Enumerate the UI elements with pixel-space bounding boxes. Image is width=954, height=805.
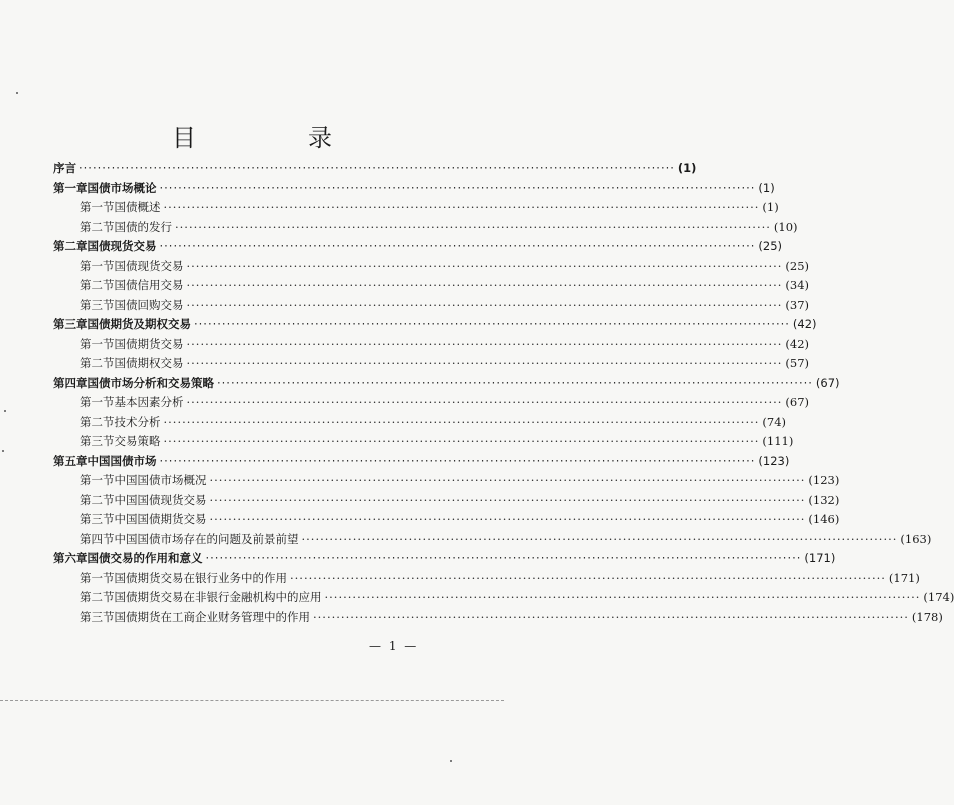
toc-section-entry — [53, 492, 840, 512]
toc-entry-number: 第三节 — [80, 609, 115, 624]
toc-entry-number: 第一节 — [80, 395, 115, 409]
dot-leader — [217, 376, 813, 390]
toc-section-entry — [53, 394, 810, 414]
dot-leader — [164, 200, 760, 214]
toc-entry-number: 第一节 — [80, 258, 115, 273]
toc-chapter-entry — [53, 316, 817, 336]
toc-entry-title: 交易策略 — [114, 434, 161, 448]
toc-entry-number: 第二节 — [80, 590, 115, 604]
toc-entry-title: 序言 — [53, 161, 76, 175]
toc-entry-title: 国债概述 — [114, 200, 161, 214]
toc-entry-title: 国债期货交易在非银行金融机构中的应用 — [114, 590, 322, 604]
toc-entry-title: 国债的发行 — [114, 219, 172, 234]
toc-section-entry — [53, 570, 920, 590]
dot-leader — [210, 512, 806, 526]
page-title: 目 录 — [172, 124, 376, 152]
dot-leader — [194, 317, 790, 331]
dot-leader — [187, 298, 783, 312]
toc-entry-number: 第四章 — [53, 375, 88, 390]
toc-page-number: (74) — [762, 414, 787, 429]
toc-page-number: (163) — [900, 531, 932, 546]
dot-leader — [79, 161, 675, 175]
toc-page-number: (25) — [785, 258, 810, 273]
toc-entry-number: 第四节 — [80, 531, 115, 546]
toc-entry-number: 第三节 — [80, 512, 115, 526]
toc-section-entry — [53, 277, 810, 297]
toc-page-number: (1) — [677, 161, 697, 175]
toc-entry-title: 中国国债现货交易 — [114, 492, 207, 507]
toc-page-number: (123) — [758, 453, 790, 468]
toc-entry-number: 第二节 — [80, 219, 115, 234]
toc-entry-number: 第一章 — [53, 180, 88, 195]
toc-preface-entry — [53, 160, 697, 180]
toc-entry-title: 国债现货交易 — [114, 258, 184, 273]
dot-leader — [160, 239, 756, 253]
toc-chapter-entry — [53, 238, 783, 258]
toc-section-entry — [53, 355, 810, 375]
toc-page-number: (132) — [808, 492, 840, 507]
toc-page-number: (34) — [785, 278, 810, 292]
toc-page-number: (57) — [785, 356, 810, 370]
toc-page-number: (37) — [785, 297, 810, 312]
toc-entry-number: 第六章 — [53, 551, 88, 565]
toc-entry-title: 中国国债市场存在的问题及前景前望 — [114, 531, 299, 546]
toc-page-number: (146) — [808, 512, 840, 526]
toc-page-number: (171) — [804, 551, 836, 565]
toc-entry-number: 第二节 — [80, 492, 115, 507]
scan-edge-line — [0, 700, 504, 701]
toc-entry-title: 国债市场概论 — [87, 180, 157, 195]
toc-section-entry — [53, 433, 794, 453]
toc-entry-number: 第一节 — [80, 570, 115, 585]
scan-speck — [450, 760, 452, 762]
toc-section-entry — [53, 609, 943, 629]
toc-section-entry — [53, 258, 810, 278]
toc-page-number: (171) — [888, 570, 920, 585]
toc-entry-title: 国债回购交易 — [114, 297, 184, 312]
dot-leader — [175, 220, 771, 234]
toc-chapter-entry — [53, 550, 836, 570]
toc-entry-number: 第三章 — [53, 317, 88, 331]
toc-page-number: (10) — [773, 219, 798, 234]
toc-entry-number: 第二节 — [80, 278, 115, 292]
toc-page-number: (111) — [762, 434, 794, 448]
toc-entry-number: 第一节 — [80, 473, 115, 487]
dot-leader — [302, 532, 898, 546]
toc-entry-title: 国债交易的作用和意义 — [87, 551, 203, 565]
toc-page-number: (123) — [808, 473, 840, 487]
toc-section-entry — [53, 531, 932, 551]
toc-entry-title: 中国国债期货交易 — [114, 512, 207, 526]
toc-section-entry — [53, 511, 840, 531]
toc-entry-title: 国债期货及期权交易 — [87, 317, 191, 331]
toc-page-number: (25) — [758, 239, 783, 253]
dot-leader — [290, 571, 886, 585]
toc-chapter-entry — [53, 180, 775, 200]
toc-section-entry — [53, 219, 798, 239]
toc-entry-number: 第二节 — [80, 356, 115, 370]
toc-entry-title: 中国国债市场 — [87, 453, 157, 468]
toc-chapter-entry — [53, 453, 790, 473]
toc-section-entry — [53, 589, 954, 609]
toc-entry-title: 国债期货交易 — [114, 336, 184, 351]
toc-entry-number: 第三节 — [80, 297, 115, 312]
dot-leader — [210, 473, 806, 487]
toc-section-entry — [53, 199, 779, 219]
toc-section-entry — [53, 414, 787, 434]
dot-leader — [160, 454, 756, 468]
toc-entry-title: 国债市场分析和交易策略 — [87, 375, 214, 390]
toc-entry-title: 国债期货交易在银行业务中的作用 — [114, 570, 287, 585]
toc-page-number: (1) — [758, 180, 775, 195]
dot-leader — [164, 415, 760, 429]
dot-leader — [160, 181, 756, 195]
dot-leader — [325, 590, 921, 604]
toc-entry-title: 国债信用交易 — [114, 278, 184, 292]
toc-chapter-entry — [53, 375, 840, 395]
toc-entry-number: 第二章 — [53, 239, 88, 253]
toc-section-entry — [53, 472, 840, 492]
toc-entry-title: 国债期权交易 — [114, 356, 184, 370]
toc-entry-number: 第三节 — [80, 434, 115, 448]
toc-page-number: (1) — [762, 200, 779, 214]
dot-leader — [164, 434, 760, 448]
toc-entry-title: 国债期货在工商企业财务管理中的作用 — [114, 609, 310, 624]
toc-entry-number: 第一节 — [80, 336, 115, 351]
toc-page-number: (67) — [815, 375, 840, 390]
toc-page-number: (178) — [911, 609, 943, 624]
toc-entry-title: 技术分析 — [114, 414, 161, 429]
scan-speck — [16, 92, 18, 94]
dot-leader — [313, 610, 909, 624]
dot-leader — [187, 337, 783, 351]
dot-leader — [187, 259, 783, 273]
dot-leader — [187, 356, 783, 370]
dot-leader — [206, 551, 802, 565]
toc-entry-number: 第二节 — [80, 414, 115, 429]
toc-section-entry — [53, 336, 810, 356]
toc-entry-number: 第一节 — [80, 200, 115, 214]
toc-entry-title: 国债现货交易 — [87, 239, 157, 253]
toc-section-entry — [53, 297, 810, 317]
scan-speck — [4, 410, 6, 412]
toc-page-number: (42) — [792, 317, 817, 331]
scan-speck — [2, 450, 4, 452]
toc-page-number: (67) — [785, 395, 810, 409]
toc-entry-number: 第五章 — [53, 453, 88, 468]
table-of-contents — [53, 160, 954, 628]
page-folio: — 1 — — [369, 639, 419, 653]
dot-leader — [210, 493, 806, 507]
dot-leader — [187, 395, 783, 409]
toc-entry-title: 基本因素分析 — [114, 395, 184, 409]
toc-page-number: (174) — [923, 590, 954, 604]
toc-page-number: (42) — [785, 336, 810, 351]
dot-leader — [187, 278, 783, 292]
toc-entry-title: 中国国债市场概况 — [114, 473, 207, 487]
